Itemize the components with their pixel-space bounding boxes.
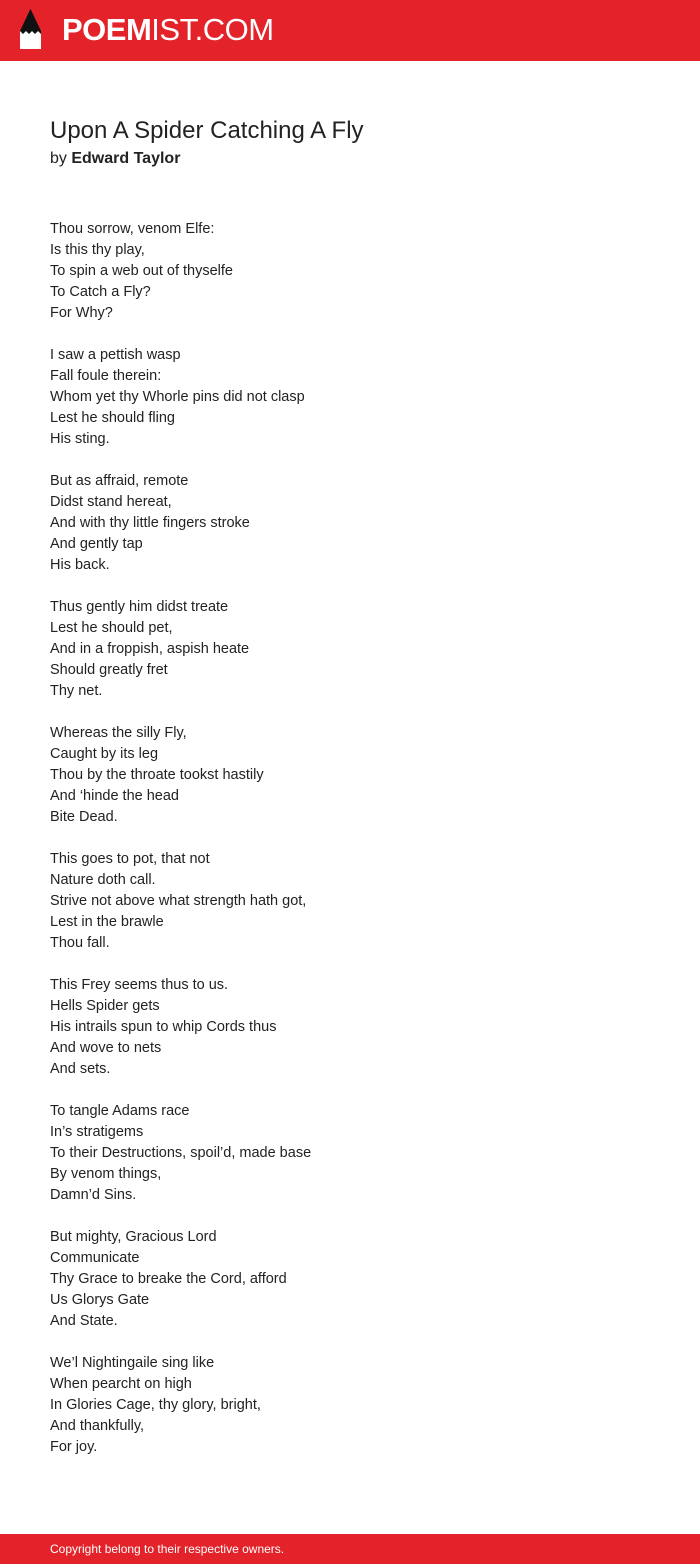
poem-line: Thy net. (50, 683, 103, 699)
stanza (50, 975, 650, 1080)
poem-line: This Frey seems thus to us. (50, 977, 229, 993)
poem-line: In’s stratigems (50, 1124, 144, 1140)
stanza (50, 849, 650, 954)
pencil-tip-icon[interactable] (17, 9, 44, 51)
copyright-text: Copyright belong to their respective owners. (50, 1542, 285, 1556)
poem-line: To spin a web out of thyselfe (50, 263, 233, 279)
site-header (0, 0, 700, 61)
site-logo[interactable] (62, 12, 274, 48)
poem-line: And sets. (50, 1061, 111, 1077)
poem-line: But mighty, Gracious Lord (50, 1229, 217, 1245)
poem-line: And gently tap (50, 536, 143, 552)
poem-line: To tangle Adams race (50, 1103, 190, 1119)
stanza (50, 597, 650, 702)
poem-line: I saw a pettish wasp (50, 347, 181, 363)
poem-line: By venom things, (50, 1166, 162, 1182)
poem-line: To their Destructions, spoil’d, made base (50, 1145, 312, 1161)
poem-line: And ‘hinde the head (50, 788, 179, 804)
poem-line: Strive not above what strength hath got, (50, 893, 307, 909)
poem-line: Whom yet thy Whorle pins did not clasp (50, 389, 305, 405)
stanza (50, 1101, 650, 1206)
poem-line: Thou by the throate tookst hastily (50, 767, 264, 783)
poem-line: Lest he should pet, (50, 620, 173, 636)
poem-line: We’l Nightingaile sing like (50, 1355, 215, 1371)
poem-line: His back. (50, 557, 110, 573)
poem-line: Lest in the brawle (50, 914, 164, 930)
poem-line: Thou sorrow, venom Elfe: (50, 221, 215, 237)
stanza (50, 345, 650, 450)
poem-title: Upon A Spider Catching A Fly (50, 117, 364, 144)
poem-line: Lest he should fling (50, 410, 175, 426)
byline (50, 149, 180, 169)
stanza (50, 1227, 650, 1332)
poem-line: When pearcht on high (50, 1376, 192, 1392)
poem-line: And State. (50, 1313, 118, 1329)
site-footer (0, 1534, 700, 1564)
poem-line: Whereas the silly Fly, (50, 725, 187, 741)
poem-line: Should greatly fret (50, 662, 168, 678)
poem-line: Thou fall. (50, 935, 110, 951)
poem-line: Nature doth call. (50, 872, 156, 888)
poem-line: And with thy little fingers stroke (50, 515, 250, 531)
poem-line: Bite Dead. (50, 809, 118, 825)
poem-body (50, 219, 650, 1479)
poem-line: Us Glorys Gate (50, 1292, 150, 1308)
poem-line: Thy Grace to breake the Cord, afford (50, 1271, 287, 1287)
stanza (50, 471, 650, 576)
poem-line: Didst stand hereat, (50, 494, 172, 510)
poem-line: And in a froppish, aspish heate (50, 641, 250, 657)
poem-line: Is this thy play, (50, 242, 145, 258)
poem-line: In Glories Cage, thy glory, bright, (50, 1397, 261, 1413)
logo-text-light: IST.COM (151, 12, 274, 47)
poem-line: But as affraid, remote (50, 473, 189, 489)
poem-line: His sting. (50, 431, 110, 447)
poem-line: For joy. (50, 1439, 98, 1455)
poem-line: To Catch a Fly? (50, 284, 151, 300)
author-name: Edward Taylor (71, 150, 181, 167)
poem-line: Thus gently him didst treate (50, 599, 229, 615)
poem-line: And wove to nets (50, 1040, 162, 1056)
poem-line: Damn’d Sins. (50, 1187, 137, 1203)
stanza (50, 1353, 650, 1458)
poem-line: This goes to pot, that not (50, 851, 210, 867)
poem-line: For Why? (50, 305, 113, 321)
by-label: by (50, 150, 67, 167)
stanza (50, 723, 650, 828)
stanza (50, 219, 650, 324)
poem-line: Hells Spider gets (50, 998, 160, 1014)
poem-line: Caught by its leg (50, 746, 159, 762)
poem-line: Fall foule therein: (50, 368, 162, 384)
poem-line: And thankfully, (50, 1418, 145, 1434)
logo-text-bold: POEM (62, 12, 152, 47)
poem-line: Communicate (50, 1250, 140, 1266)
poem-line: His intrails spun to whip Cords thus (50, 1019, 277, 1035)
